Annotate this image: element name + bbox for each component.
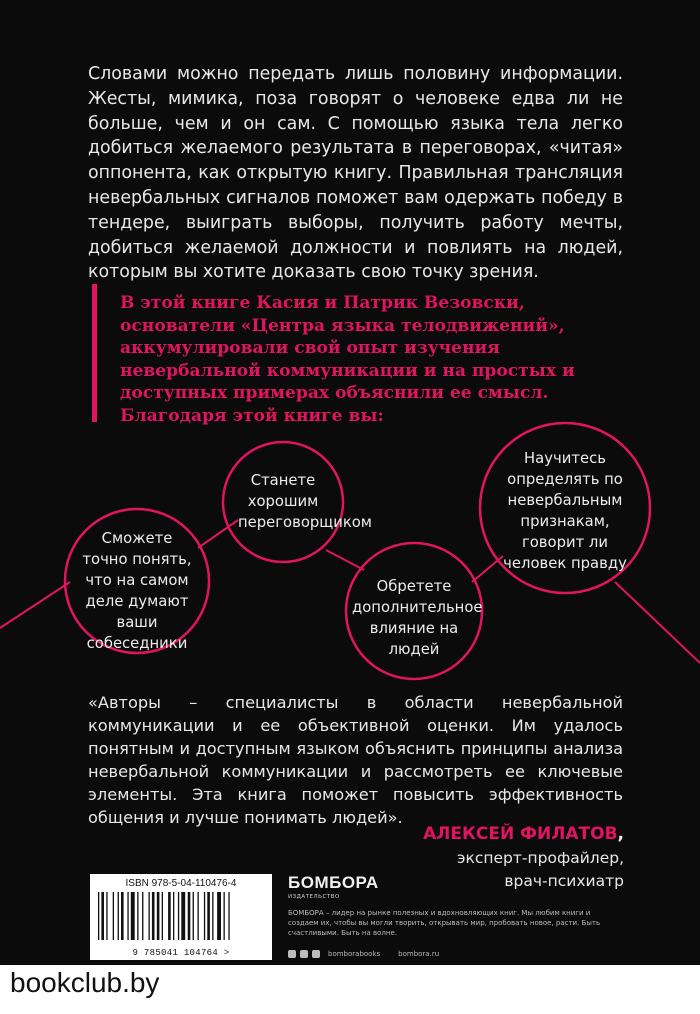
benefit-2-text: Станете хорошим переговорщиком: [238, 472, 372, 531]
publisher-subtitle: ИЗДАТЕЛЬСТВО: [288, 894, 340, 900]
reviewer-name: [423, 824, 624, 844]
connector-line: [326, 550, 364, 570]
publisher-website[interactable]: bombora.ru: [398, 950, 440, 958]
reviewer-role-line: врач-психиатр: [504, 872, 624, 890]
watermark-text: bookclub.by: [10, 967, 160, 998]
vk-icon[interactable]: [300, 950, 308, 958]
reviewer-role: [457, 847, 624, 893]
facebook-icon[interactable]: [288, 950, 296, 958]
intro-paragraph: Словами можно передать лишь половину информации. Жесты, мимика, поза говорят о человеке едва ли не больше, чем и он сам. С помощью языка тела легко добиться желаемого результата в переговорах, «читая» оппонента, как открытую книгу. Правильная трансляция невербальных сигналов поможет вам одержать победу в тендере, выиграть выборы, получить работу мечты, добиться желаемой должности и повлиять на людей, которым вы хотите доказать свою точку зрения.: [88, 64, 623, 283]
publisher-logo: БОМБОРА: [288, 873, 379, 892]
barcode-digits: 9 785041 104764 >: [132, 948, 230, 958]
benefit-1-text: Сможете точно понять, что на самом деле думают ваши собеседники: [82, 530, 192, 652]
isbn-barcode: [90, 874, 272, 960]
barcode-icon: [96, 892, 266, 942]
reviewer-name-comma: ,: [617, 824, 624, 844]
benefit-3-text: Обретете дополнительное влияние на людей: [352, 578, 483, 658]
social-links: [288, 950, 439, 958]
social-handle[interactable]: bomborabooks: [328, 950, 381, 958]
isbn-label: ISBN 978-5-04-110476-4: [125, 878, 237, 889]
reviewer-role-line: эксперт-профайлер,: [456, 849, 624, 867]
publisher-blurb: БОМБОРА – лидер на рынке полезных и вдохновляющих книг. Мы любим книги и создаем их, чтобы вы могли творить, открывать мир, пробовать новое, расти. Быть счастливыми. Быть на волне.: [288, 909, 601, 937]
benefit-4-text: Научитесь определять по невербальным признакам, говорит ли человек правду: [503, 450, 627, 572]
connector-line: [0, 582, 70, 628]
connector-line: [615, 582, 700, 663]
review-quote: «Авторы – специалисты в области невербальной коммуникации и ее объективной оценки. Им удалось понятным и доступным языком объяснить принципы анализа невербальной коммуникации и рассмотреть ее ключевые элементы. Эта книга поможет повысить эффективность общения и лучше понимать людей».: [88, 693, 623, 827]
highlight-paragraph: В этой книге Касия и Патрик Везовски, основатели «Центра языка телодвижений», аккумулировали свой опыт изучения невербальной коммуникации и на простых и доступных примерах объяснили ее смысл. Благодаря этой книге вы:: [120, 293, 575, 426]
reviewer-name-text: АЛЕКСЕЙ ФИЛАТОВ: [423, 824, 618, 844]
instagram-icon[interactable]: [312, 950, 320, 958]
